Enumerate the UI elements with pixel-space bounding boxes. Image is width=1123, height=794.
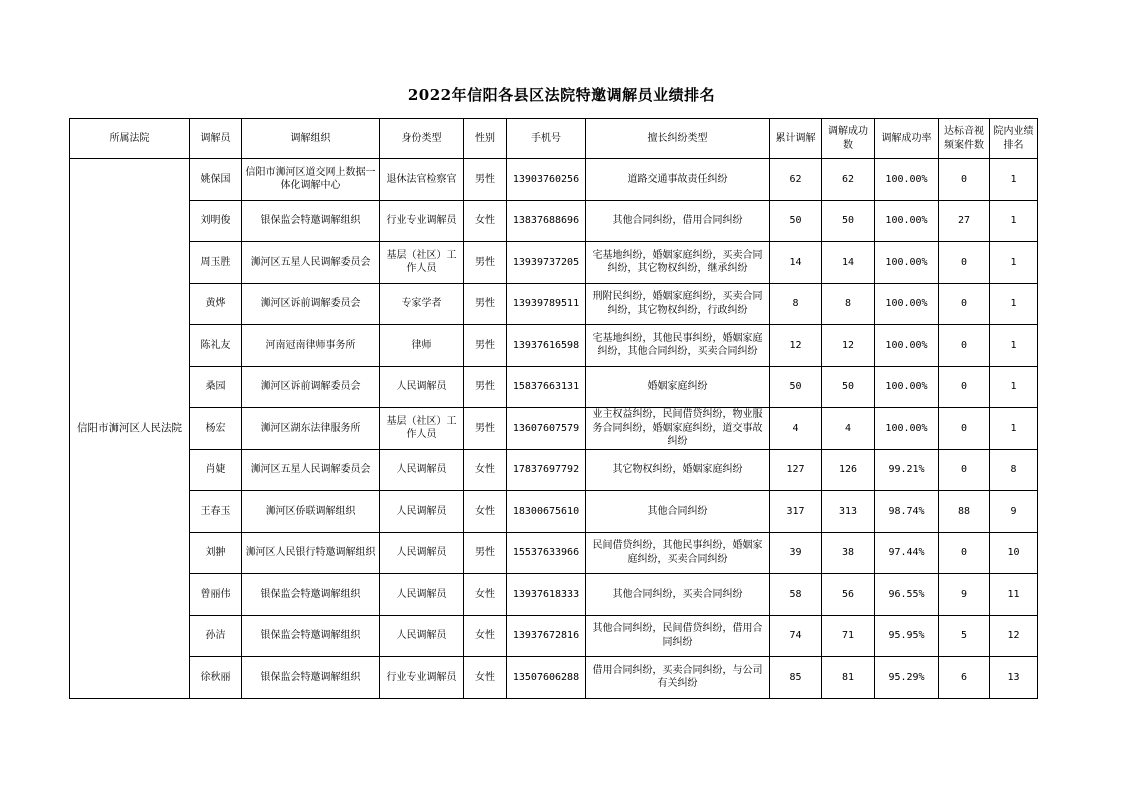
dispute-types: 业主权益纠纷，民间借贷纠纷，物业服务合同纠纷，婚姻家庭纠纷，道交事故纠纷 <box>586 408 770 450</box>
rank: 1 <box>990 283 1038 325</box>
org-name: 浉河区湖东法律服务所 <box>242 408 380 450</box>
phone-number: 15537633966 <box>507 532 586 574</box>
video-cases: 88 <box>939 491 990 533</box>
identity-type: 行业专业调解员 <box>380 657 464 699</box>
total-mediations: 39 <box>770 532 822 574</box>
total-mediations: 85 <box>770 657 822 699</box>
header-mediator: 调解员 <box>190 119 242 159</box>
video-cases: 27 <box>939 200 990 242</box>
rank: 1 <box>990 242 1038 284</box>
gender: 女性 <box>464 491 507 533</box>
identity-type: 人民调解员 <box>380 491 464 533</box>
table-row <box>70 200 1038 242</box>
success-rate: 100.00% <box>875 283 939 325</box>
success-rate: 100.00% <box>875 159 939 201</box>
org-name: 浉河区诉前调解委员会 <box>242 283 380 325</box>
phone-number: 13937616598 <box>507 325 586 367</box>
total-mediations: 62 <box>770 159 822 201</box>
identity-type: 基层（社区）工作人员 <box>380 242 464 284</box>
total-mediations: 4 <box>770 408 822 450</box>
table-row <box>70 491 1038 533</box>
rank: 10 <box>990 532 1038 574</box>
header-success-count: 调解成功数 <box>822 119 875 159</box>
org-name: 河南冠南律师事务所 <box>242 325 380 367</box>
dispute-types: 其他合同纠纷，买卖合同纠纷 <box>586 574 770 616</box>
org-name: 浉河区五星人民调解委员会 <box>242 242 380 284</box>
table-row <box>70 574 1038 616</box>
table-row <box>70 449 1038 491</box>
total-mediations: 317 <box>770 491 822 533</box>
identity-type: 人民调解员 <box>380 615 464 657</box>
phone-number: 13937672816 <box>507 615 586 657</box>
video-cases: 9 <box>939 574 990 616</box>
table-row <box>70 242 1038 284</box>
mediator-name: 姚保国 <box>190 159 242 201</box>
video-cases: 0 <box>939 532 990 574</box>
phone-number: 13837688696 <box>507 200 586 242</box>
rank: 12 <box>990 615 1038 657</box>
mediator-name: 桑园 <box>190 366 242 408</box>
identity-type: 退休法官检察官 <box>380 159 464 201</box>
total-mediations: 58 <box>770 574 822 616</box>
header-court: 所属法院 <box>70 119 190 159</box>
header-dispute: 擅长纠纷类型 <box>586 119 770 159</box>
gender: 男性 <box>464 242 507 284</box>
mediator-name: 王春玉 <box>190 491 242 533</box>
success-rate: 100.00% <box>875 242 939 284</box>
dispute-types: 宅基地纠纷，婚姻家庭纠纷，买卖合同纠纷，其它物权纠纷，继承纠纷 <box>586 242 770 284</box>
success-rate: 100.00% <box>875 200 939 242</box>
rank: 1 <box>990 366 1038 408</box>
table-row <box>70 159 1038 201</box>
phone-number: 13937618333 <box>507 574 586 616</box>
mediator-name: 陈礼友 <box>190 325 242 367</box>
header-success-rate: 调解成功率 <box>875 119 939 159</box>
success-count: 313 <box>822 491 875 533</box>
header-video-cases: 达标音视频案件数 <box>939 119 990 159</box>
org-name: 银保监会特邀调解组织 <box>242 615 380 657</box>
dispute-types: 婚姻家庭纠纷 <box>586 366 770 408</box>
total-mediations: 74 <box>770 615 822 657</box>
video-cases: 6 <box>939 657 990 699</box>
phone-number: 15837663131 <box>507 366 586 408</box>
rank: 1 <box>990 408 1038 450</box>
gender: 男性 <box>464 532 507 574</box>
phone-number: 13903760256 <box>507 159 586 201</box>
gender: 女性 <box>464 449 507 491</box>
table-row <box>70 657 1038 699</box>
gender: 男性 <box>464 283 507 325</box>
rank: 1 <box>990 325 1038 367</box>
header-identity: 身份类型 <box>380 119 464 159</box>
success-count: 50 <box>822 200 875 242</box>
identity-type: 专家学者 <box>380 283 464 325</box>
identity-type: 基层（社区）工作人员 <box>380 408 464 450</box>
ranking-table <box>69 118 1038 699</box>
total-mediations: 12 <box>770 325 822 367</box>
table-row <box>70 283 1038 325</box>
header-phone: 手机号 <box>507 119 586 159</box>
gender: 男性 <box>464 366 507 408</box>
success-rate: 99.21% <box>875 449 939 491</box>
total-mediations: 127 <box>770 449 822 491</box>
org-name: 银保监会特邀调解组织 <box>242 574 380 616</box>
success-rate: 97.44% <box>875 532 939 574</box>
gender: 女性 <box>464 574 507 616</box>
gender: 男性 <box>464 325 507 367</box>
success-rate: 96.55% <box>875 574 939 616</box>
video-cases: 0 <box>939 242 990 284</box>
success-rate: 100.00% <box>875 366 939 408</box>
success-rate: 98.74% <box>875 491 939 533</box>
org-name: 浉河区人民银行特邀调解组织 <box>242 532 380 574</box>
org-name: 浉河区诉前调解委员会 <box>242 366 380 408</box>
total-mediations: 50 <box>770 200 822 242</box>
total-mediations: 50 <box>770 366 822 408</box>
court-name-cell: 信阳市浉河区人民法院 <box>70 159 190 699</box>
mediator-name: 徐秋丽 <box>190 657 242 699</box>
gender: 男性 <box>464 159 507 201</box>
identity-type: 律师 <box>380 325 464 367</box>
table-row <box>70 532 1038 574</box>
video-cases: 0 <box>939 366 990 408</box>
mediator-name: 刘翀 <box>190 532 242 574</box>
table-row <box>70 366 1038 408</box>
dispute-types: 道路交通事故责任纠纷 <box>586 159 770 201</box>
success-rate: 95.95% <box>875 615 939 657</box>
success-rate: 95.29% <box>875 657 939 699</box>
org-name: 浉河区侨联调解组织 <box>242 491 380 533</box>
success-count: 38 <box>822 532 875 574</box>
table-header-row <box>70 119 1038 159</box>
rank: 9 <box>990 491 1038 533</box>
header-gender: 性别 <box>464 119 507 159</box>
total-mediations: 14 <box>770 242 822 284</box>
page-title: 2022年信阳各县区法院特邀调解员业绩排名 <box>407 86 716 104</box>
success-count: 56 <box>822 574 875 616</box>
header-total: 累计调解 <box>770 119 822 159</box>
rank: 11 <box>990 574 1038 616</box>
success-count: 8 <box>822 283 875 325</box>
dispute-types: 宅基地纠纷，其他民事纠纷，婚姻家庭纠纷，其他合同纠纷，买卖合同纠纷 <box>586 325 770 367</box>
identity-type: 人民调解员 <box>380 574 464 616</box>
org-name: 银保监会特邀调解组织 <box>242 200 380 242</box>
phone-number: 13607607579 <box>507 408 586 450</box>
mediator-name: 肖婕 <box>190 449 242 491</box>
success-rate: 100.00% <box>875 408 939 450</box>
org-name: 银保监会特邀调解组织 <box>242 657 380 699</box>
table-row <box>70 615 1038 657</box>
org-name: 浉河区五星人民调解委员会 <box>242 449 380 491</box>
gender: 女性 <box>464 200 507 242</box>
success-rate: 100.00% <box>875 325 939 367</box>
video-cases: 0 <box>939 449 990 491</box>
rank: 13 <box>990 657 1038 699</box>
video-cases: 0 <box>939 325 990 367</box>
rank: 8 <box>990 449 1038 491</box>
header-org: 调解组织 <box>242 119 380 159</box>
phone-number: 13939789511 <box>507 283 586 325</box>
dispute-types: 其他合同纠纷，民间借贷纠纷，借用合同纠纷 <box>586 615 770 657</box>
mediator-name: 曾丽伟 <box>190 574 242 616</box>
gender: 男性 <box>464 408 507 450</box>
phone-number: 17837697792 <box>507 449 586 491</box>
dispute-types: 借用合同纠纷，买卖合同纠纷，与公司有关纠纷 <box>586 657 770 699</box>
success-count: 12 <box>822 325 875 367</box>
rank: 1 <box>990 200 1038 242</box>
header-rank: 院内业绩排名 <box>990 119 1038 159</box>
dispute-types: 其他合同纠纷，借用合同纠纷 <box>586 200 770 242</box>
mediator-name: 孙洁 <box>190 615 242 657</box>
table-row <box>70 408 1038 450</box>
identity-type: 行业专业调解员 <box>380 200 464 242</box>
success-count: 50 <box>822 366 875 408</box>
identity-type: 人民调解员 <box>380 449 464 491</box>
success-count: 62 <box>822 159 875 201</box>
success-count: 14 <box>822 242 875 284</box>
mediator-name: 杨宏 <box>190 408 242 450</box>
phone-number: 18300675610 <box>507 491 586 533</box>
success-count: 71 <box>822 615 875 657</box>
gender: 女性 <box>464 615 507 657</box>
mediator-name: 刘明俊 <box>190 200 242 242</box>
video-cases: 0 <box>939 283 990 325</box>
success-count: 126 <box>822 449 875 491</box>
mediator-name: 周玉胜 <box>190 242 242 284</box>
phone-number: 13507606288 <box>507 657 586 699</box>
dispute-types: 民间借贷纠纷，其他民事纠纷，婚姻家庭纠纷，买卖合同纠纷 <box>586 532 770 574</box>
video-cases: 0 <box>939 408 990 450</box>
dispute-types: 刑附民纠纷，婚姻家庭纠纷，买卖合同纠纷，其它物权纠纷，行政纠纷 <box>586 283 770 325</box>
video-cases: 5 <box>939 615 990 657</box>
gender: 女性 <box>464 657 507 699</box>
dispute-types: 其他合同纠纷 <box>586 491 770 533</box>
dispute-types: 其它物权纠纷，婚姻家庭纠纷 <box>586 449 770 491</box>
video-cases: 0 <box>939 159 990 201</box>
mediator-name: 黄烨 <box>190 283 242 325</box>
phone-number: 13939737205 <box>507 242 586 284</box>
identity-type: 人民调解员 <box>380 366 464 408</box>
rank: 1 <box>990 159 1038 201</box>
success-count: 81 <box>822 657 875 699</box>
total-mediations: 8 <box>770 283 822 325</box>
org-name: 信阳市浉河区道交网上数据一体化调解中心 <box>242 159 380 201</box>
identity-type: 人民调解员 <box>380 532 464 574</box>
table-row <box>70 325 1038 367</box>
success-count: 4 <box>822 408 875 450</box>
